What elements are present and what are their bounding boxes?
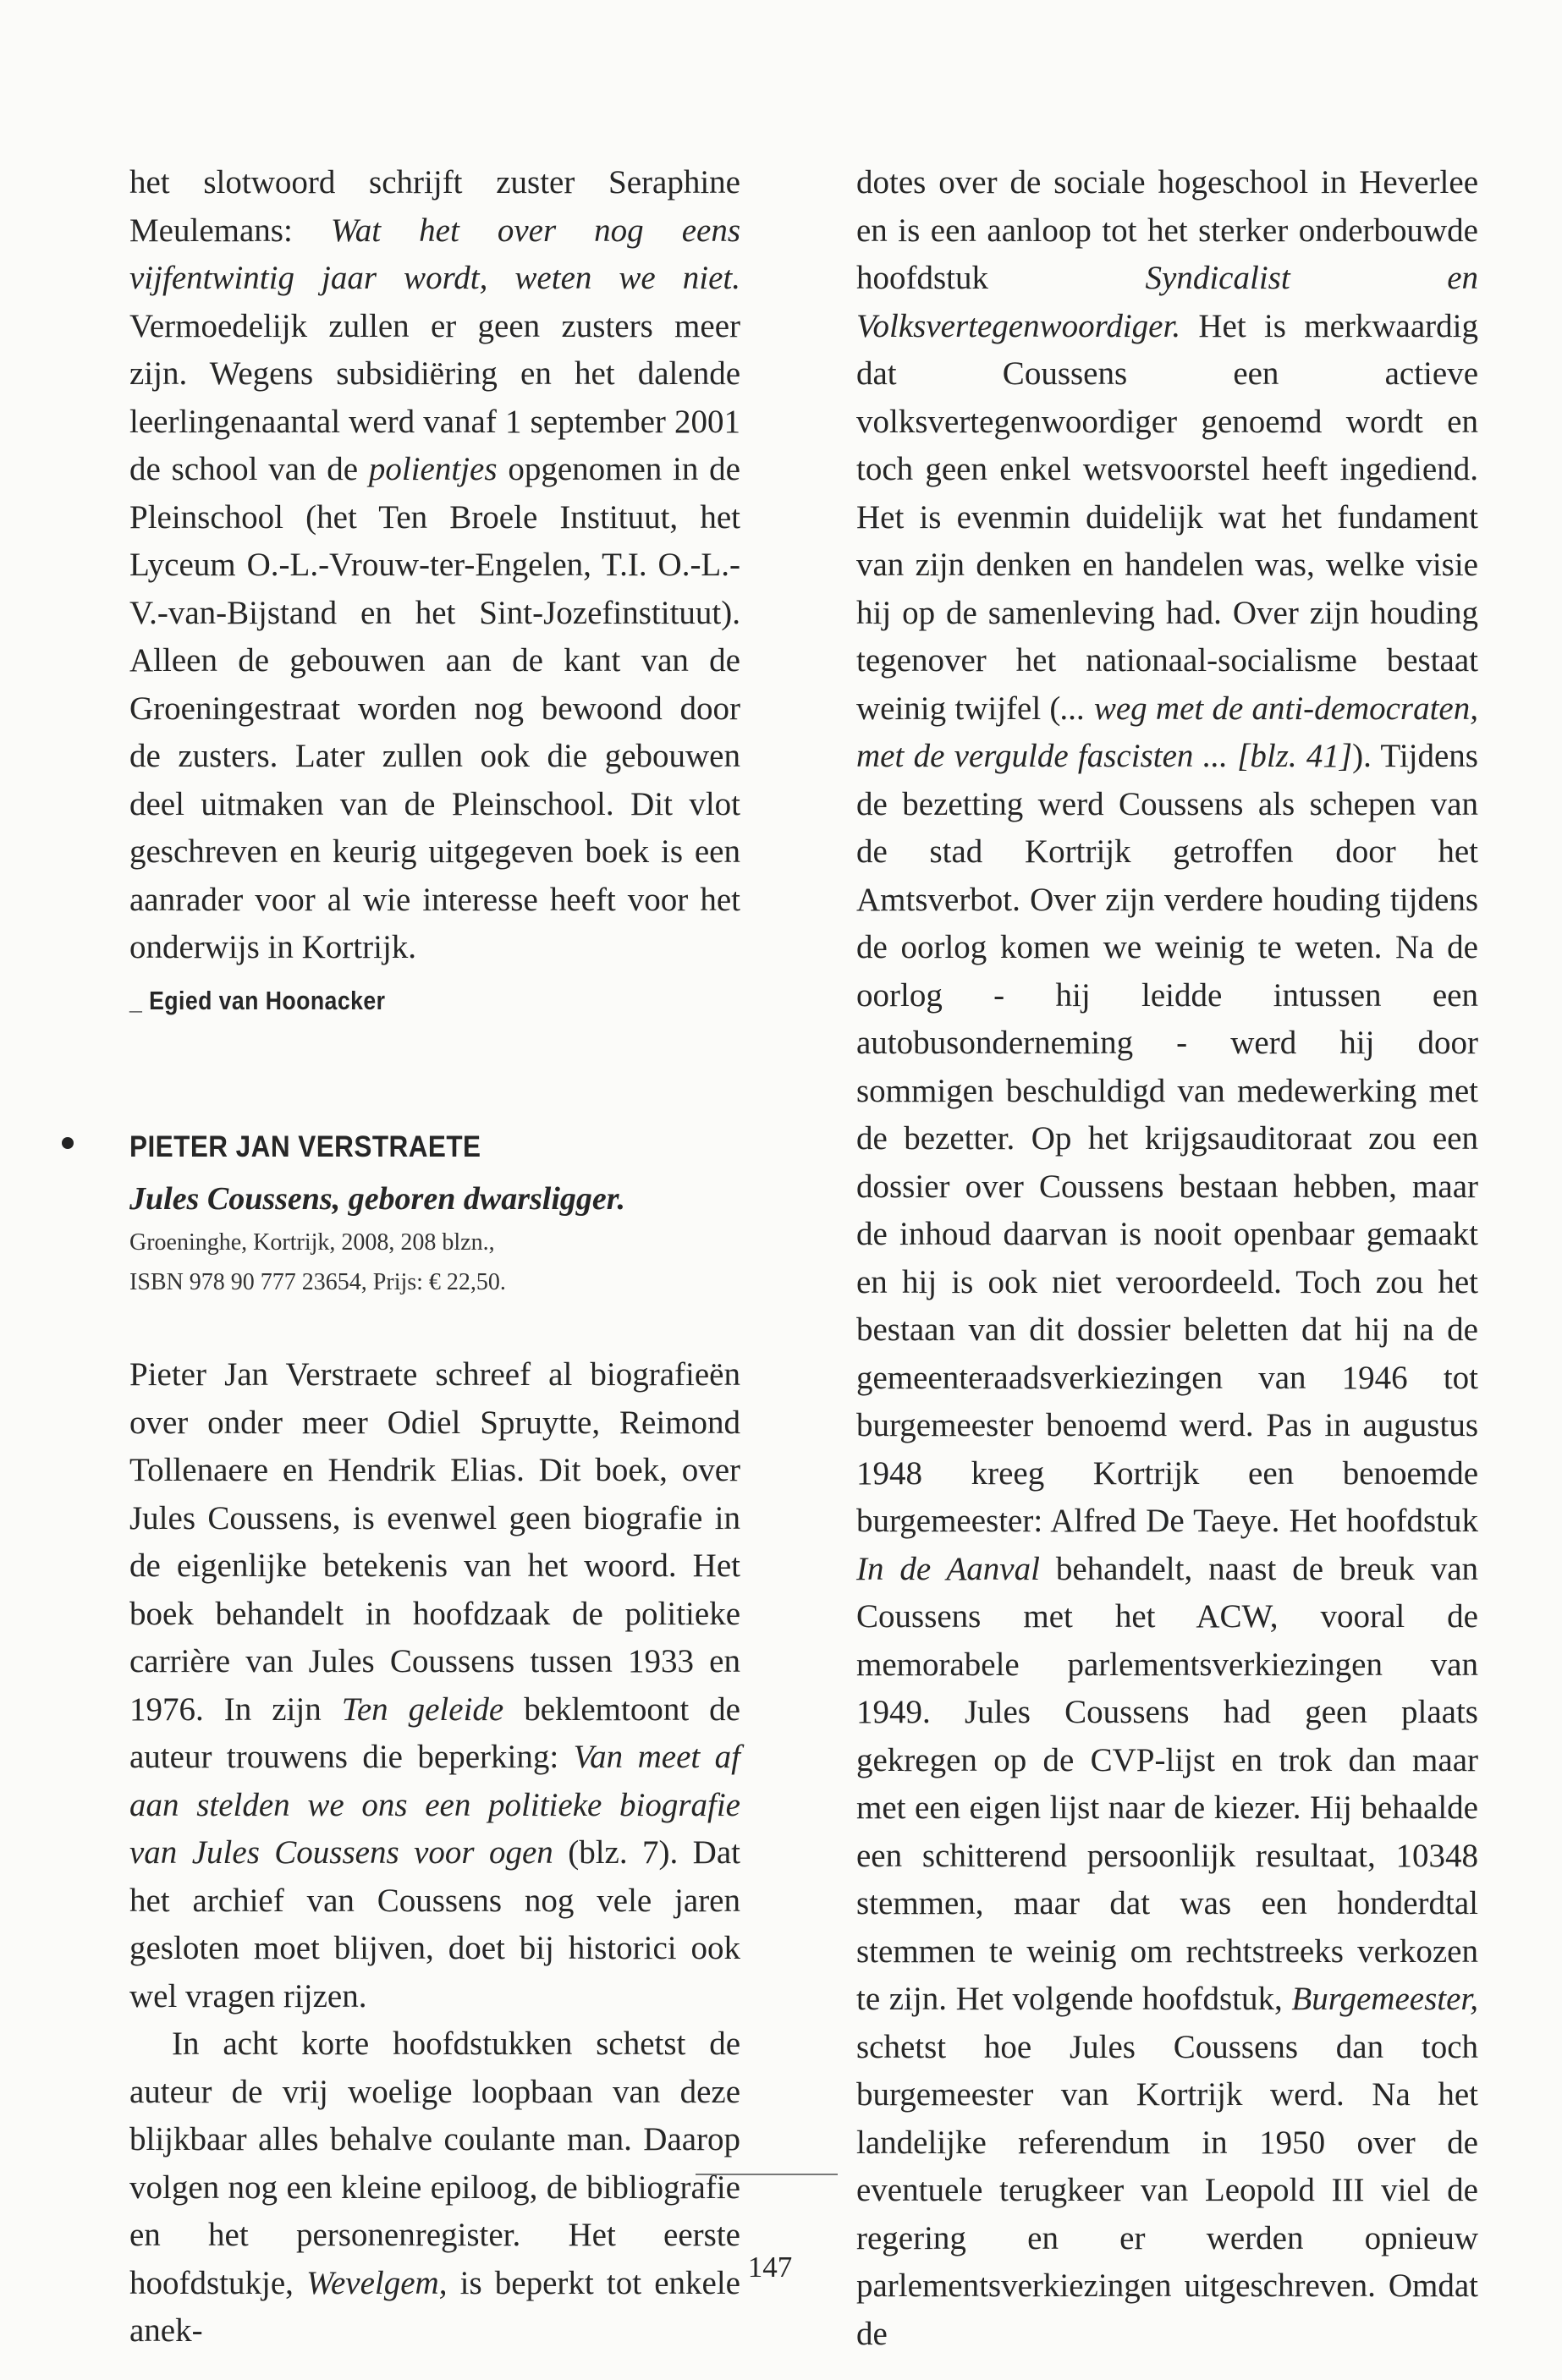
text-run: Het is merkwaardig dat Coussens een actieve volksvertegenwoordiger genoemd wordt en toch geen enkel wetsvoorstel heeft ingediend. Het is evenmin duidelijk wat het fundament van zijn denken en handelen was, welke visie hij op de samenleving had. Over zijn houding tegenover het nationaal-socialisme bestaat weinig twijfel ( xyxy=(856,307,1478,727)
italic-text: Ten geleide xyxy=(341,1690,504,1728)
footer-rule xyxy=(696,2174,838,2175)
review-body-left xyxy=(129,1351,740,2355)
text-run: dotes over de sociale hogeschool in Heverlee en is een aanloop tot het sterker onderbouwde hoofdstuk xyxy=(856,164,1478,296)
right-column xyxy=(856,159,1478,2358)
text-run: ). Tijdens de bezetting werd Coussens als schepen van de stad Kortrijk getroffen door het Amtsverbot. Over zijn verdere houding tijdens de oorlog komen we weinig te weten. Na de oorlog - hij leidde intussen een autobusonderneming - werd hij door sommigen beschuldigd van medewerking met de bezetter. Op het krijgsauditoraat zou een dossier over Coussens bestaan hebben, maar de inhoud daarvan is nooit openbaar gemaakt en hij is ook niet veroordeeld. Toch zou het bestaan van dit dossier beletten dat hij na de gemeenteraadsverkiezingen van 1946 tot burgemeester benoemd werd. Pas in augustus 1948 kreeg Kortrijk een benoemde burgemeester: Alfred De Taeye. Het hoofdstuk xyxy=(856,738,1478,1539)
review-paragraph-2 xyxy=(129,2020,740,2355)
text-run: In acht korte hoofdstukken schetst de auteur de vrij woelige loopbaan van deze blijkbaar alles behalve coulante man. Daarop volgen nog een kleine epiloog, de bibliografie en het personenregister. Het eerste hoofdstukje, xyxy=(129,2025,740,2301)
bullet-dot xyxy=(62,1137,74,1149)
text-run: het slotwoord schrijft zuster Seraphine Meulemans: xyxy=(129,164,740,249)
review-paragraph-3 xyxy=(856,159,1478,2358)
text-run: schetst hoe Jules Coussens dan toch burgemeester van Kortrijk werd. Na het landelijke referendum in 1950 over de eventuele terugkeer van Leopold III viel de regering en er werden opnieuw parlementsverkiezingen uitgeschreven. Omdat de xyxy=(856,2028,1478,2352)
italic-text: Burgemeester, xyxy=(1291,1981,1478,2017)
text-run: beklemtoont de auteur trouwens die beperking: xyxy=(129,1690,740,1775)
review-header xyxy=(129,1126,740,1302)
text-run: is beperkt tot enkele anek- xyxy=(129,2264,740,2349)
italic-text: ... weg met de anti-democraten, met de vergulde fascisten ... [blz. 41] xyxy=(856,690,1478,774)
italic-text: Van meet af aan stelden we ons een politieke biografie van Jules Coussens voor ogen xyxy=(129,1739,740,1871)
text-run: Pieter Jan Verstraete schreef al biografieën over onder meer Odiel Spruytte, Reimond Tollenaere en Hendrik Elias. Dit boek, over Jules Coussens, is evenwel geen biografie in de eigenlijke betekenis van het woord. Het boek behandelt in hoofdzaak de politieke carrière van Jules Coussens tussen 1933 en 1976. In zijn xyxy=(129,1356,740,1728)
text-run: Vermoedelijk zullen er geen zusters meer zijn. Wegens subsidiëring en het dalende leerlingenaantal werd vanaf 1 september 2001 de school van de xyxy=(129,307,740,487)
closing-paragraph-previous-review xyxy=(129,159,740,972)
review-publication: Groeninghe, Kortrijk, 2008, 208 blzn., xyxy=(129,1229,495,1256)
italic-text: Wat het over nog eens vijfentwintig jaar wordt, weten we niet. xyxy=(129,212,741,296)
review-author: PIETER JAN VERSTRAETE xyxy=(129,1130,481,1163)
review-isbn-price: ISBN 978 90 777 23654, Prijs: € 22,50. xyxy=(129,1269,506,1295)
text-run: (blz. 7). Dat het archief van Coussens nog vele jaren gesloten moet blijven, doet bij historici ook wel vragen rijzen. xyxy=(129,1834,740,2014)
text-run: behandelt, naast de breuk van Coussens met het ACW, vooral de memorabele parlementsverkiezingen van 1949. Jules Coussens had geen plaats gekregen op de CVP-lijst en trok dan maar met een eigen lijst naar de kiezer. Hij behaalde een schitterend persoonlijk resultaat, 10348 stemmen, maar dat was een honderdtal stemmen te weinig om rechtstreeks verkozen te zijn. Het volgende hoofdstuk, xyxy=(856,1550,1479,2017)
page-number: 147 xyxy=(747,2251,793,2284)
reviewer-signature: _ Egied van Hoonacker xyxy=(129,985,386,1015)
review-book-title: Jules Coussens, geboren dwarsligger. xyxy=(129,1181,625,1217)
review-paragraph-1 xyxy=(129,1351,740,2020)
italic-text: Syndicalist en Volksvertegenwoordiger. xyxy=(856,260,1479,344)
text-run: opgenomen in de Pleinschool (het Ten Broele Instituut, het Lyceum O.-L.-Vrouw-ter-Engelen, T.I. O.-L.-V.-van-Bijstand en het Sint-Jozefinstituut). Alleen de gebouwen aan de kant van de Groeningestraat worden nog bewoond door de zusters. Later zullen ook die gebouwen deel uitmaken van de Pleinschool. Dit vlot geschreven en keurig uitgegeven boek is een aanrader voor al wie interesse heeft voor het onderwijs in Kortrijk. xyxy=(129,451,740,965)
left-column xyxy=(129,159,740,2355)
italic-text: polientjes xyxy=(368,451,498,487)
italic-text: In de Aanval xyxy=(856,1550,1040,1587)
italic-text: Wevelgem, xyxy=(306,2264,448,2301)
